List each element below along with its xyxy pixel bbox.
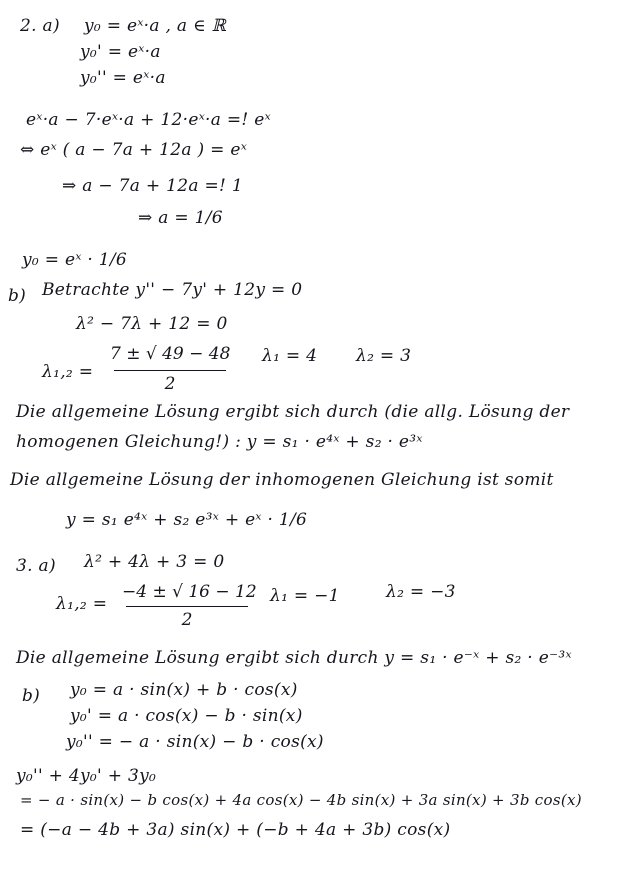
fraction-bar [114, 370, 226, 371]
equation-y0-double-prime: y₀'' = eˣ·a [80, 68, 166, 88]
equation-ansatz-prime: y₀' = a · cos(x) − b · sin(x) [70, 706, 303, 726]
equation-y0: y₀ = eˣ·a , a ∈ ℝ [84, 16, 227, 36]
lambda-numerator-3: −4 ± √ 16 − 12 [122, 582, 257, 602]
lambda-2-value-3: λ₂ = −3 [386, 582, 456, 602]
lambda-lhs-3: λ₁,₂ = [56, 594, 108, 614]
equation-ansatz-double-prime: y₀'' = − a · sin(x) − b · cos(x) [66, 732, 324, 752]
equation-characteristic-3: λ² + 4λ + 3 = 0 [84, 552, 225, 572]
equation-inhomogeneous-solution: y = s₁ e⁴ˣ + s₂ e³ˣ + eˣ · 1/6 [66, 510, 308, 530]
task3-a-label: 3. a) [16, 556, 56, 576]
task3-b-label: b) [22, 686, 41, 706]
fraction-bar-3 [126, 606, 248, 607]
lambda-lhs: λ₁,₂ = [42, 362, 94, 382]
task2-b-label: b) [8, 286, 27, 306]
equation-particular-solution: y₀ = eˣ · 1/6 [22, 250, 128, 270]
equation-substitution: eˣ·a − 7·eˣ·a + 12·eˣ·a =! eˣ [26, 110, 271, 130]
lambda-denominator: 2 [164, 374, 176, 394]
lambda-1-value-3: λ₁ = −1 [270, 586, 340, 606]
equation-coefficients: ⇒ a − 7a + 12a =! 1 [62, 176, 244, 196]
equation-homogeneous: Betrachte y'' − 7y' + 12y = 0 [42, 280, 303, 300]
lambda-2-value: λ₂ = 3 [356, 346, 412, 366]
equation-expanded: = − a · sin(x) − b cos(x) + 4a cos(x) − 4b sin(x) + 3a sin(x) + 3b cos(x) [20, 791, 582, 809]
equation-a-result: ⇒ a = 1/6 [138, 208, 223, 228]
equation-y0-prime: y₀' = eˣ·a [80, 42, 161, 62]
equation-substitution-3: y₀'' + 4y₀' + 3y₀ [16, 766, 157, 786]
equation-collected: = (−a − 4b + 3a) sin(x) + (−b + 4a + 3b) cos(x) [20, 820, 451, 840]
task2-a-label: 2. a) [20, 16, 60, 36]
text-general-solution-3: Die allgemeine Lösung ergibt sich durch y = s₁ · e⁻ˣ + s₂ · e⁻³ˣ [16, 648, 572, 668]
text-inhomogeneous-intro: Die allgemeine Lösung der inhomogenen Gleichung ist somit [10, 470, 554, 490]
equation-characteristic: λ² − 7λ + 12 = 0 [76, 314, 228, 334]
text-homogeneous-solution: homogenen Gleichung!) : y = s₁ · e⁴ˣ + s₂ · e³ˣ [16, 432, 423, 452]
lambda-1-value: λ₁ = 4 [262, 346, 318, 366]
lambda-numerator: 7 ± √ 49 − 48 [110, 344, 231, 364]
text-general-solution-intro: Die allgemeine Lösung ergibt sich durch (die allg. Lösung der [16, 402, 570, 422]
equation-factored: ⇔ eˣ ( a − 7a + 12a ) = eˣ [20, 140, 248, 160]
equation-ansatz: y₀ = a · sin(x) + b · cos(x) [70, 680, 298, 700]
lambda-denominator-3: 2 [181, 610, 193, 630]
